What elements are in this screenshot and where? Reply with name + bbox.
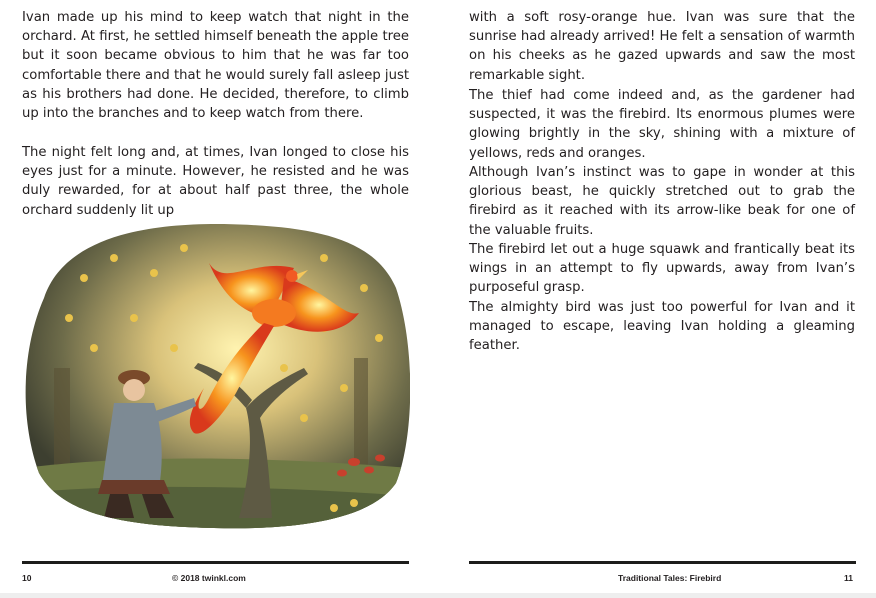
story-paragraph-1: Ivan made up his mind to keep watch that night in the orchard. At first, he settled himself beneath the apple tree but it soon became obvious to him that he was far too comfortable there and that he would surely fall asleep just as his brothers had done. He decided, therefore, to climb up into the branches and to keep watch from there. — [22, 10, 409, 122]
page-number: 11 — [844, 573, 853, 583]
footer-rule — [22, 561, 409, 564]
footer-rule — [469, 561, 856, 564]
story-paragraph-5: Although Ivan’s instinct was to gape in wonder at this glorious beast, he quickly stretched out to grab the firebird as it reached with its arrow-like beak for one of the valuable fruits. — [469, 165, 855, 238]
copyright-text: © 2018 twinkl.com — [172, 573, 246, 583]
story-paragraph-2: The night felt long and, at times, Ivan longed to close his eyes just for a minute. However, he resisted and he was duly rewarded, for at about half past three, the whole orchard suddenly lit up — [22, 145, 409, 218]
story-paragraph-7: The almighty bird was just too powerful for Ivan and it managed to escape, leaving Ivan holding a gleaming feather. — [469, 300, 855, 354]
story-paragraph-3: with a soft rosy-orange hue. Ivan was sure that the sunrise had already arrived! He felt a sensation of warmth on his cheeks as he gazed upwards and saw the most remarkable sight. — [469, 10, 855, 83]
page-bottom-edge — [0, 593, 876, 598]
series-title: Traditional Tales: Firebird — [618, 573, 722, 583]
story-paragraph-6: The firebird let out a huge squawk and frantically beat its wings in an attempt to fly upwards, away from Ivan’s purposeful grasp. — [469, 242, 855, 296]
right-page — [438, 0, 876, 598]
firebird-illustration — [24, 218, 410, 530]
page-number: 10 — [22, 573, 32, 583]
story-paragraph-4: The thief had come indeed and, as the gardener had suspected, it was the firebird. Its enormous plumes were glowing brightly in the sky, shining with a mixture of yellows, reds and oranges. — [469, 88, 855, 161]
